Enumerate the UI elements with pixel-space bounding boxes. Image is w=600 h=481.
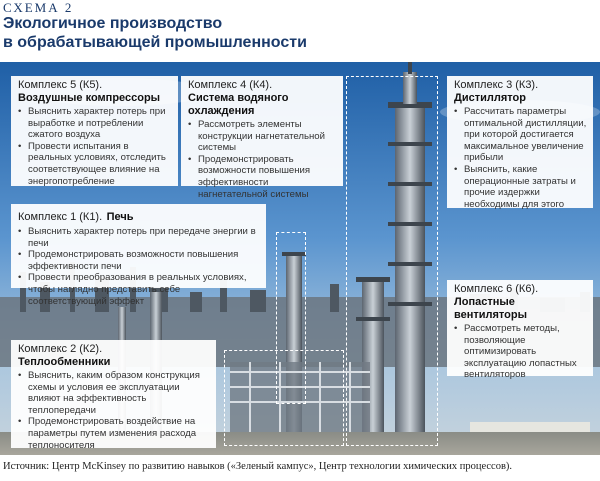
complex-k4-box	[181, 76, 343, 200]
k4-bullet-2: • Продемонстрировать возможности повышения эффективности нагнетательной системы	[188, 154, 337, 200]
k1-name: Печь	[106, 211, 134, 223]
k1-bullet-2: • Продемонстрировать возможности повышения эффективности печи	[18, 249, 260, 272]
complex-k3-box	[447, 76, 593, 208]
k5-code: Комплекс 5 (К5).	[18, 79, 103, 91]
k1-bullets	[18, 226, 260, 307]
k3-code: Комплекс 3 (К3).	[454, 79, 539, 91]
k1-code: Комплекс 1 (К1).	[18, 211, 103, 223]
k6-bullets	[454, 323, 587, 381]
title-line-2: в обрабатывающей промышленности	[3, 34, 307, 51]
k2-highlight-outline	[224, 350, 344, 446]
k4-bullets	[188, 119, 337, 200]
title-line-1: Экологичное производство	[3, 15, 223, 32]
k5-bullet-2: • Провести испытания в реальных условиях, отследить соответствующее влияние на энергопотребление	[18, 141, 172, 187]
k3-bullet-2: • Выяснить, какие операционные затраты и прочие издержки необходимы для этого	[454, 164, 587, 210]
k4-code: Комплекс 4 (К4).	[188, 79, 273, 91]
k3-bullet-1: • Рассчитать параметры оптимальной дистилляции, при которой достигается максимальное увеличение прибыли	[454, 106, 587, 164]
k2-name: Теплообменники	[18, 356, 111, 368]
k5-name: Воздушные компрессоры	[18, 92, 161, 104]
k6-name: Лопастные вентиляторы	[454, 296, 528, 321]
k1-bullet-1: • Выяснить характер потерь при передаче энергии в печи	[18, 226, 260, 249]
page-title	[3, 14, 593, 52]
k4-name: Система водяного охлаждения	[188, 92, 289, 117]
k4-bullet-1: • Рассмотреть элементы конструкции нагнетательной системы	[188, 119, 337, 154]
k3-highlight-outline	[346, 76, 438, 446]
k1-bullet-3: • Провести преобразования в реальных условиях, чтобы наглядно представить себе соответствующий эффект	[18, 272, 260, 307]
k3-name: Дистиллятор	[454, 92, 526, 104]
k5-bullet-1: • Выяснить характер потерь при выработке и потреблении сжатого воздуха	[18, 106, 172, 141]
schema-label: СХЕМА 2	[3, 0, 74, 15]
k1-heading	[18, 207, 260, 225]
header	[0, 0, 600, 62]
k2-code: Комплекс 2 (К2).	[18, 343, 103, 355]
k6-code: Комплекс 6 (К6).	[454, 283, 539, 295]
complex-k2-box	[11, 340, 216, 451]
complex-k5-box	[11, 76, 178, 186]
k2-bullet-1: • Выяснить, каким образом конструкция схемы и условия ее эксплуатации влияют на эффективность теплопередачи	[18, 370, 210, 416]
source-note: Источник: Центр McKinsey по развитию навыков («Зеленый кампус», Центр технологии химических процессов).	[3, 461, 513, 472]
k6-bullet-1: • Рассмотреть методы, позволяющие оптимизировать эксплуатацию лопастных вентиляторов	[454, 323, 587, 381]
k2-bullet-2: • Продемонстрировать воздействие на параметры путем изменения расхода теплоносителя	[18, 416, 210, 451]
complex-k6-box	[447, 280, 593, 381]
k3-bullets	[454, 106, 587, 210]
k5-bullets	[18, 106, 172, 187]
complex-k1-box	[11, 204, 266, 307]
k2-bullets	[18, 370, 210, 451]
